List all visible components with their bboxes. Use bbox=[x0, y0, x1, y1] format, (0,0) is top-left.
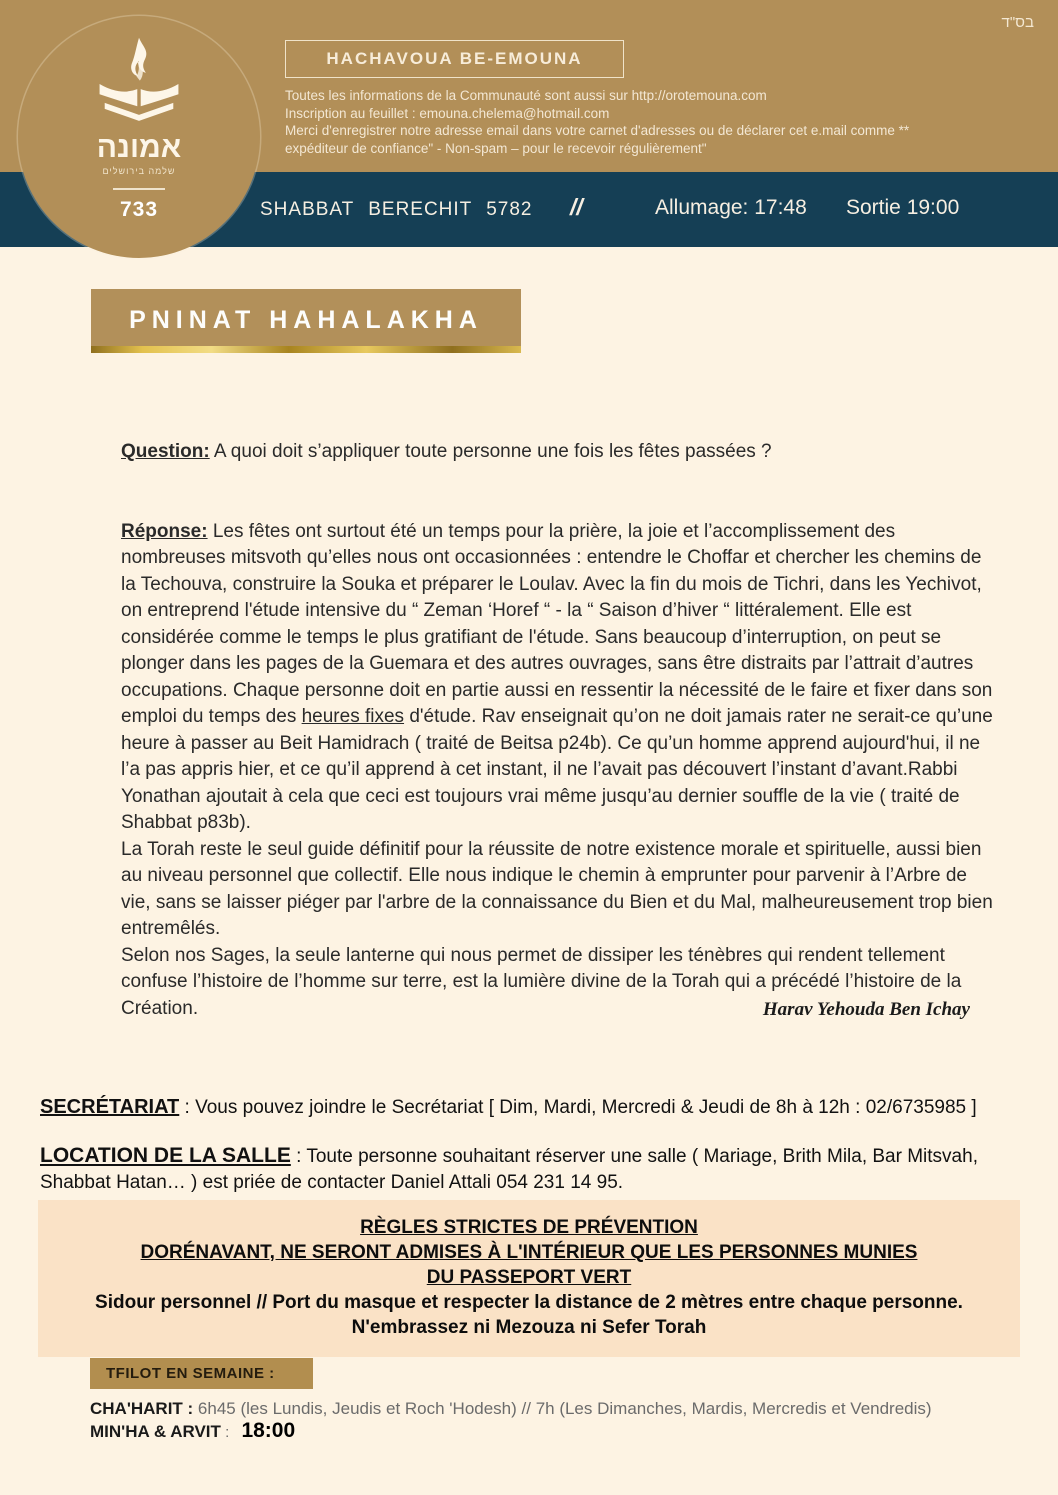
chaharit-times: 6h45 (les Lundis, Jeudis et Roch 'Hodesh) // 7h (Les Dimanches, Mardis, Mercredis et Vendredis) bbox=[197, 1399, 932, 1418]
shabbat-name: SHABBAT BERECHIT 5782 bbox=[260, 199, 533, 220]
author-signature: Harav Yehouda Ben Ichay bbox=[762, 999, 970, 1020]
minha-arvit-line bbox=[90, 1420, 1030, 1444]
tfilot-schedule bbox=[90, 1398, 1030, 1444]
location-salle-line bbox=[40, 1143, 1025, 1196]
band-separator: // bbox=[570, 194, 583, 220]
shabbat-end-time: Sortie 19:00 bbox=[846, 196, 960, 219]
pninat-hahalakha-banner: PNINAT HAHALAKHA bbox=[91, 289, 521, 346]
chaharit-label: CHA'HARIT : bbox=[90, 1399, 198, 1418]
response-text-part1: Les fêtes ont surtout été un temps pour la prière, la joie et l’accomplissement des nombreuses mitsvoth qu’elles nous ont occasionnées : entendre le Choffar et chercher les chemins de la Techouva, construire la Souka et préparer le Loulav. Avec la fin du mois de Tichri, dans les Yechivot, on entreprend l'étude intensive du “ Zeman ‘Horef “ - la “ Saison d’hiver “ littéralement. Elle est considérée comme le temps le plus gratifiant de l'étude. Sans beaucoup d’interruption, on peut se plonger dans les pages de la Guemara et des autres ouvrages, sans être distraits par l’attrait d’autres occupations. Chaque personne doit en partie aussi en ressentir la nécessité de le faire et fixer dans son emploi du temps des bbox=[121, 520, 993, 727]
issue-number: 733 bbox=[119, 198, 159, 221]
flame-book-logo-icon bbox=[18, 36, 260, 137]
community-info-text: Toutes les informations de la Communauté sont aussi sur http://orotemouna.com Inscription au feuillet : emouna.chelema@hotmail.com Merci d'enregistrer notre adresse email dans votre carnet d'adresses ou de déclarer cet e.mail comme ** expéditeur de confiance" - Non-spam – pour le recevoir régulièrement" bbox=[285, 88, 910, 156]
prevention-rules-box bbox=[38, 1200, 1020, 1357]
chaharit-line bbox=[90, 1398, 1030, 1420]
logo-circle bbox=[18, 16, 260, 258]
secretariat-line bbox=[40, 1096, 1030, 1119]
rules-line-2: DORÉNAVANT, NE SERONT ADMISES À L'INTÉRIEUR QUE LES PERSONNES MUNIES bbox=[140, 1242, 918, 1263]
rules-line-5: N'embrassez ni Mezouza ni Sefer Torah bbox=[351, 1317, 707, 1338]
rules-line-4: Sidour personnel // Port du masque et respecter la distance de 2 mètres entre chaque personne. bbox=[95, 1292, 963, 1313]
candle-lighting-time: Allumage: 17:48 bbox=[655, 196, 807, 219]
halakha-article bbox=[121, 412, 997, 1049]
secretariat-text: : Vous pouvez joindre le Secrétariat [ Dim, Mardi, Mercredi & Jeudi de 8h à 12h : 02/6735985 ] bbox=[179, 1097, 977, 1118]
minha-colon: : bbox=[220, 1424, 234, 1441]
rules-line-1: RÈGLES STRICTES DE PRÉVENTION bbox=[360, 1217, 698, 1238]
location-label: LOCATION DE LA SALLE bbox=[40, 1144, 291, 1167]
rules-line-3: DU PASSEPORT VERT bbox=[426, 1267, 632, 1288]
logo-hebrew-subtitle: שלמה בירושלים bbox=[102, 166, 176, 176]
minha-arvit-label: MIN'HA & ARVIT bbox=[90, 1422, 221, 1441]
question-paragraph bbox=[121, 439, 997, 466]
tfilot-section-title: TFILOT EN SEMAINE : bbox=[90, 1358, 313, 1389]
question-text: A quoi doit s’appliquer toute personne une fois les fêtes passées ? bbox=[209, 440, 772, 462]
location-text: : Toute personne souhaitant réserver une salle ( Mariage, Brith Mila, Bar Mitsvah, Shabbat Hatan… ) est priée de contacter Daniel Attali 054 231 14 95. bbox=[40, 1146, 978, 1193]
newsletter-header bbox=[0, 0, 1058, 247]
logo-separator-line bbox=[113, 188, 165, 190]
secretariat-label: SECRÉTARIAT bbox=[40, 1096, 180, 1118]
response-underlined-phrase: heures fixes bbox=[301, 706, 405, 727]
bsd-mark: בס"ד bbox=[1001, 14, 1034, 31]
question-label: Question: bbox=[121, 440, 210, 462]
response-text-part2: d'étude. Rav enseignait qu’on ne doit jamais rater ne serait-ce qu’une heure à passer au Beit Hamidrach ( traité de Beitsa p24b). Ce qu’un homme apprend aujourd'hui, il ne l’a pas appris hier, et ce qu’il apprend à cet instant, il ne l’avait pas découvert l’instant d’avant.Rabbi Yonathan ajoutait à cela que ceci est toujours vrai même jusqu’au dernier souffle de la vie ( traité de Shabbat p83b). La Torah reste le seul guide définitif pour la réussite de notre existence morale et spirituelle, aussi bien au niveau personnel que collectif. Elle nous indique le chemin à emprunter pour parvenir à l’Arbre de vie, sans se laisser piéger par l'arbre de la connaissance du Bien et du Mal, malheureusement trop bien entremêlés. Selon nos Sages, la seule lanterne qui nous permet de dissiper les ténèbres qui rendent tellement confuse l’histoire de l’homme sur terre, est la lumière divine de la Torah qui a précédé l’histoire de la Création. bbox=[121, 706, 993, 1019]
response-label: Réponse: bbox=[121, 520, 208, 542]
response-paragraph bbox=[121, 519, 997, 1023]
logo-hebrew-name: אמונה bbox=[96, 131, 182, 164]
minha-arvit-time: 18:00 bbox=[241, 1419, 296, 1442]
newsletter-title-box: HACHAVOUA BE-EMOUNA bbox=[285, 40, 624, 78]
